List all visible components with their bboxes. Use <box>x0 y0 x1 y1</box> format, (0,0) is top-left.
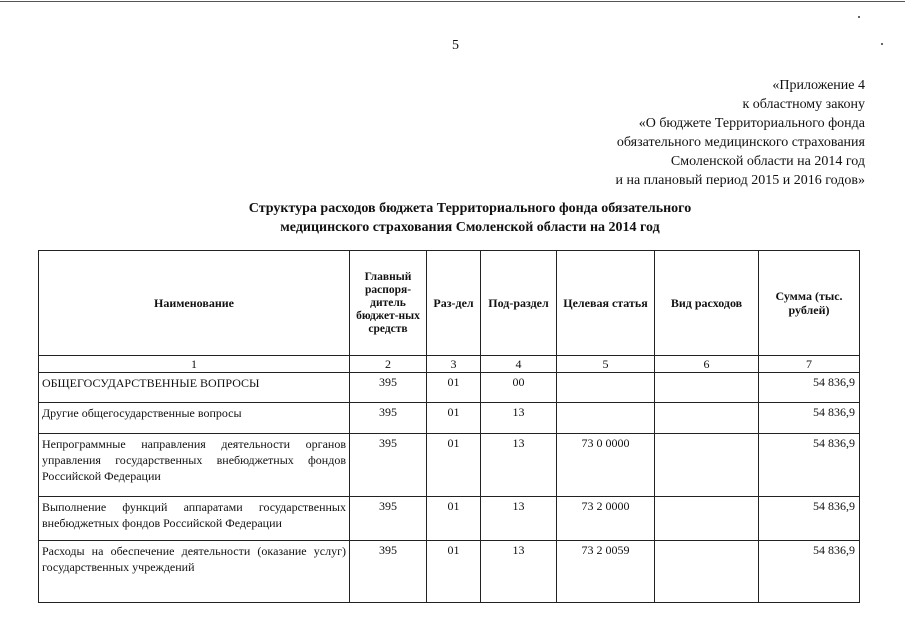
budget-table <box>38 250 860 603</box>
column-number-row <box>39 356 860 373</box>
row-sum: 54 836,9 <box>759 373 860 403</box>
column-number: 1 <box>39 356 350 373</box>
row-type <box>655 403 759 434</box>
row-section: 01 <box>427 497 481 541</box>
header-subsection: Под-раздел <box>481 251 557 356</box>
page-top-border <box>0 1 905 2</box>
row-target: 73 2 0059 <box>557 541 655 603</box>
row-sum: 54 836,9 <box>759 541 860 603</box>
document-title-line: медицинского страхования Смоленской области на 2014 год <box>280 220 660 235</box>
row-target <box>557 403 655 434</box>
row-section: 01 <box>427 403 481 434</box>
table-row <box>39 541 860 603</box>
row-type <box>655 541 759 603</box>
header-target: Целевая статья <box>557 251 655 356</box>
column-number: 2 <box>350 356 427 373</box>
appendix-line: к областному закону <box>742 97 865 112</box>
scan-speck <box>881 43 883 45</box>
document-title-line: Структура расходов бюджета Территориального фонда обязательного <box>248 201 692 216</box>
row-grbs: 395 <box>350 497 427 541</box>
row-name: Расходы на обеспечение деятельности (оказание услуг) государственных учреждений <box>39 541 350 603</box>
page-number: 5 <box>452 38 459 53</box>
table-row <box>39 497 860 541</box>
row-sum: 54 836,9 <box>759 403 860 434</box>
row-type <box>655 497 759 541</box>
header-name: Наименование <box>39 251 350 356</box>
appendix-line: и на плановый период 2015 и 2016 годов» <box>615 173 865 188</box>
appendix-line: «Приложение 4 <box>772 78 865 93</box>
appendix-line: обязательного медицинского страхования <box>616 135 865 150</box>
row-name: ОБЩЕГОСУДАРСТВЕННЫЕ ВОПРОСЫ <box>39 373 350 403</box>
row-target: 73 2 0000 <box>557 497 655 541</box>
row-subsection: 13 <box>481 434 557 497</box>
row-grbs: 395 <box>350 403 427 434</box>
row-name: Другие общегосударственные вопросы <box>39 403 350 434</box>
row-sum: 54 836,9 <box>759 497 860 541</box>
row-grbs: 395 <box>350 434 427 497</box>
row-name: Непрограммные направления деятельности органов управления государственных внебюджетных фондов Российской Федерации <box>39 434 350 497</box>
table-header-row <box>39 251 860 356</box>
row-sum: 54 836,9 <box>759 434 860 497</box>
row-section: 01 <box>427 373 481 403</box>
column-number: 7 <box>759 356 860 373</box>
row-name: Выполнение функций аппаратами государственных внебюджетных фондов Российской Федерации <box>39 497 350 541</box>
row-subsection: 13 <box>481 403 557 434</box>
header-grbs: Главный распоря-дитель бюджет-ных средств <box>350 251 427 356</box>
row-subsection: 13 <box>481 541 557 603</box>
column-number: 4 <box>481 356 557 373</box>
header-section: Раз-дел <box>427 251 481 356</box>
appendix-line: Смоленской области на 2014 год <box>670 154 865 169</box>
scan-speck <box>858 16 860 18</box>
row-target: 73 0 0000 <box>557 434 655 497</box>
appendix-line: «О бюджете Территориального фонда <box>638 116 865 131</box>
row-target <box>557 373 655 403</box>
table-row <box>39 434 860 497</box>
table-row <box>39 403 860 434</box>
row-grbs: 395 <box>350 373 427 403</box>
row-section: 01 <box>427 541 481 603</box>
column-number: 6 <box>655 356 759 373</box>
header-sum: Сумма (тыс. рублей) <box>759 251 860 356</box>
row-subsection: 00 <box>481 373 557 403</box>
row-subsection: 13 <box>481 497 557 541</box>
column-number: 3 <box>427 356 481 373</box>
header-type: Вид расходов <box>655 251 759 356</box>
column-number: 5 <box>557 356 655 373</box>
document-title <box>120 199 820 237</box>
table-row <box>39 373 860 403</box>
appendix-header <box>615 76 865 190</box>
row-grbs: 395 <box>350 541 427 603</box>
row-section: 01 <box>427 434 481 497</box>
row-type <box>655 434 759 497</box>
row-type <box>655 373 759 403</box>
